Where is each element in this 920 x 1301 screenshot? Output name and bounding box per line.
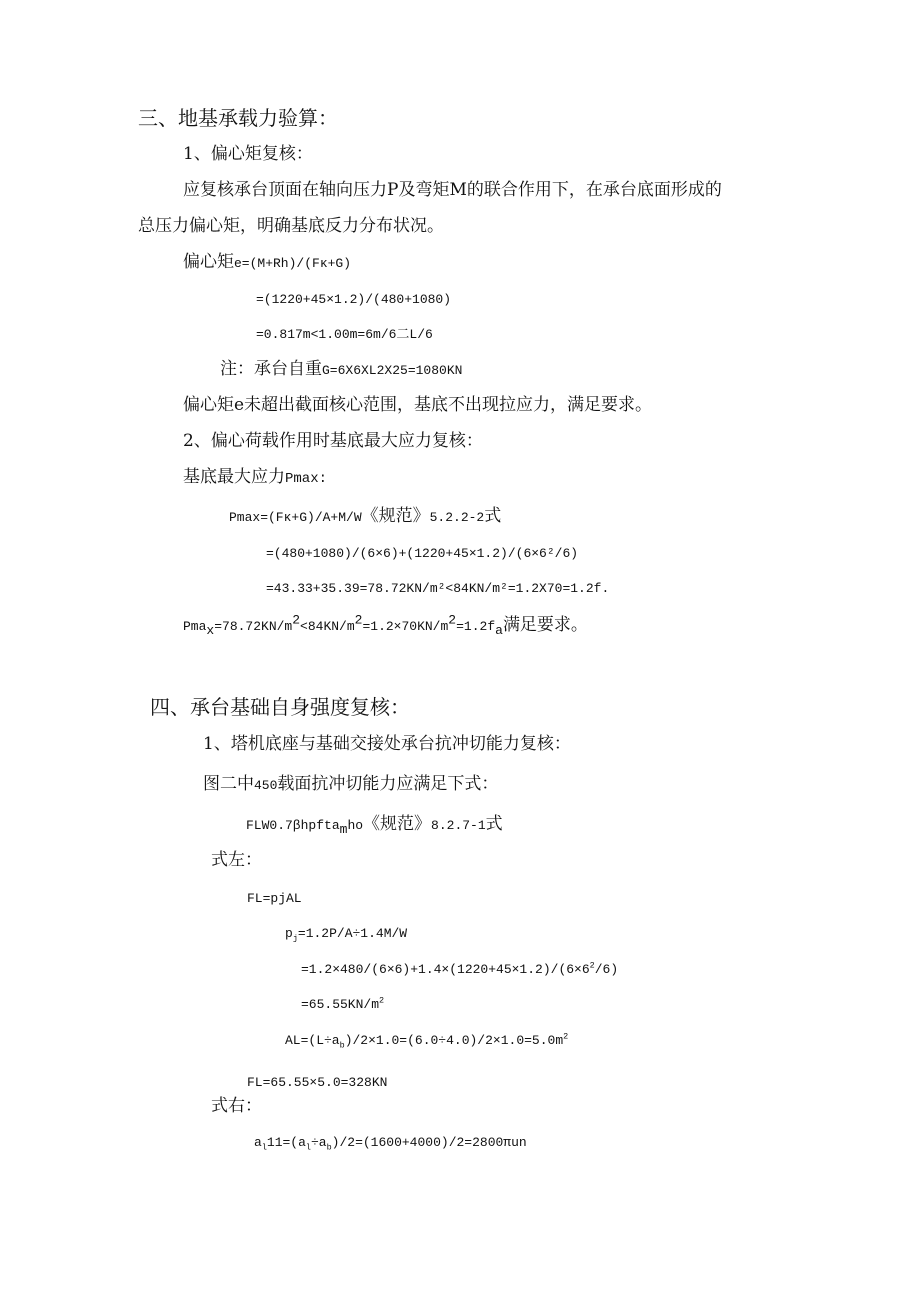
punching-formula-tail: ho [347,818,364,833]
section3-para1-line1: 应复核承台顶面在轴向压力P及弯矩M的联合作用下，在承台底面形成的 [183,180,722,200]
pmax-formula-clause: 5.2.2-2 [429,510,485,525]
am-formula [254,1135,527,1153]
punching-formula-subscript: m [339,822,348,838]
eccentricity-label: 偏心矩 [183,252,234,272]
fl-definition: FL=pjAL [247,891,302,906]
right-side-label: 式右： [211,1096,262,1116]
fl-result: FL=65.55×5.0=328KN [247,1075,388,1090]
pmax-result-conclusion: 满足要求。 [502,615,588,635]
eccentricity-expression: e=(M+Rh)/(Fκ+G) [234,256,352,271]
note-label: 注：承台自重 [220,359,322,379]
al-calculation: )/2×1.0=(6.0÷4.0)/2×1.0=5.0m [344,1033,564,1048]
pmax-label: 基底最大应力 [183,467,285,487]
pmax-symbol: Pmax: [285,471,328,487]
punching-formula [246,814,503,838]
punching-intro [203,776,498,793]
pj-symbol: p [285,926,293,941]
pj-step1-tail: /6) [594,962,619,977]
pmax-formula-reference: 《规范》 [361,506,430,526]
section3-item1-title: 1、偏心矩复核： [183,144,313,164]
pj-subscript: j [292,933,298,944]
punching-intro-number: 450 [254,778,278,793]
punching-formula-expression: FLW0.7βhpfta [246,818,340,833]
punching-formula-reference: 《规范》 [363,814,432,834]
pmax-step2: =43.33+35.39=78.72KN/m²<84KN/m²=1.2X70=1.2f. [266,581,610,596]
al-subscript: b [339,1040,345,1051]
section3-para1-line2: 总压力偏心矩，明确基底反力分布状况。 [138,216,444,236]
pmax-result-factor: =1.2f [456,619,496,634]
eccentricity-step1: =(1220+45×1.2)/(480+1080) [256,292,452,307]
note-formula: G=6X6XL2X25=1080KN [322,363,463,378]
al-expression: AL=(L÷a [285,1033,340,1048]
punching-intro-text: 载面抗冲切能力应满足下式： [277,774,499,794]
pj-step2-exponent: 2 [379,995,385,1006]
am-subscript-3: b [326,1142,332,1153]
pj-step2-value: =65.55KN/m [301,997,380,1012]
eccentricity-step2: =0.817m<1.00m=6m/6二L/6 [256,327,433,342]
pmax-result-factor-subscript: a [495,623,503,639]
pmax-result-sym: Pma [183,619,207,634]
left-side-label: 式左： [211,850,262,870]
pj-step1 [301,960,619,977]
am-expression-c: )/2=(1600+4000)/2=2800πun [331,1135,527,1150]
section4-heading: 四、承台基础自身强度复核： [150,695,410,719]
am-expression-b: ÷a [310,1135,327,1150]
punching-intro-prefix: 图二中 [203,774,254,794]
pmax-result-limit: <84KN/m [300,619,355,634]
pmax-result-calc: =1.2×70KN/m [362,619,449,634]
pmax-step1: =(480+1080)/(6×6)+(1220+45×1.2)/(6×6²/6) [266,546,579,561]
pj-formula [285,926,408,944]
punching-formula-clause: 8.2.7-1 [431,818,486,833]
pmax-result: $Pma_x=78.72KN/m^2<84KN/m^2=1.2\times 70KN/m^2=1.2f_a$满足要求。 [183,612,588,639]
pmax-heading [183,469,327,486]
am-expression-a: 11=(a [266,1135,306,1150]
pmax-result-sym-subscript: x [206,623,215,639]
pj-step1-expression: =1.2×480/(6×6)+1.4×(1220+45×1.2)/(6×6 [301,962,590,977]
eccentricity-conclusion: 偏心矩e未超出截面核心范围，基底不出现拉应力，满足要求。 [183,395,653,415]
pmax-result-value: =78.72KN/m [214,619,293,634]
am-subscript-2: l [305,1142,311,1153]
pj-step1-exponent: 2 [589,960,595,971]
punching-formula-suffix: 式 [485,814,503,834]
pj-step2 [301,995,385,1012]
section4-item1-title: 1、塔机底座与基础交接处承台抗冲切能力复核： [203,734,571,754]
pj-expression: =1.2P/A÷1.4M/W [297,926,408,941]
al-exponent: 2 [563,1031,569,1042]
eccentricity-formula [183,254,351,271]
pmax-formula-suffix: 式 [484,506,502,526]
am-subscript-1: l [261,1142,267,1153]
pmax-formula [229,508,501,525]
section3-heading: 三、地基承载力验算： [138,106,338,130]
pmax-formula-expression: Pmax=(Fκ+G)/A+M/W [229,510,362,525]
al-formula [285,1031,569,1051]
self-weight-note [220,361,462,378]
section3-item2-title: 2、偏心荷载作用时基底最大应力复核： [183,431,483,451]
am-symbol: a [254,1135,262,1150]
